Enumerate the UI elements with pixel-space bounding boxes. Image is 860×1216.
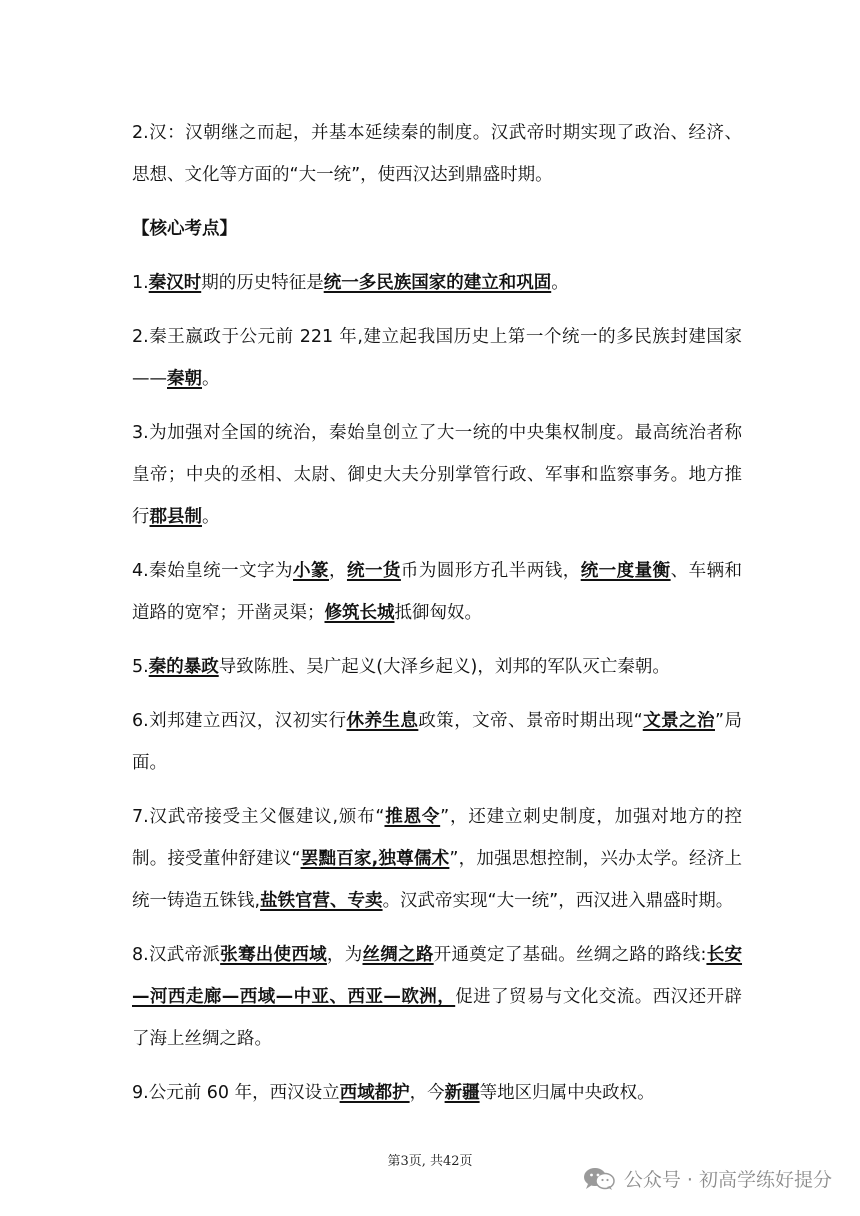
key-point-5: 5.秦的暴政导致陈胜、吴广起义(大泽乡起义)，刘邦的军队灭亡秦朝。 [132,657,670,677]
paragraph-han-dynasty: 2.汉：汉朝继之而起，并基本延续秦的制度。汉武帝时期实现了政治、经济、思想、文化等方面的“大一统”，使西汉达到鼎盛时期。 [132,123,742,185]
watermark [582,1165,832,1192]
key-point-7: 7.汉武帝接受主父偃建议,颁布“推恩令”，还建立刺史制度，加强对地方的控制。接受董仲舒建议“罢黜百家,独尊儒术”，加强思想控制，兴办太学。经济上统一铸造五铢钱,盐铁官营、专卖。汉武帝实现“大一统”，西汉进入鼎盛时期。 [132,807,742,911]
key-point-8: 8.汉武帝派张骞出使西域，为丝绸之路开通奠定了基础。丝绸之路的路线:长安—河西走廊—西域—中亚、西亚—欧洲，促进了贸易与文化交流。西汉还开辟了海上丝绸之路。 [132,945,743,1049]
key-point-4: 4.秦始皇统一文字为小篆，统一货币为圆形方孔半两钱，统一度量衡、车辆和道路的宽窄；开凿灵渠；修筑长城抵御匈奴。 [132,561,743,623]
section-heading: 【核心考点】 [132,219,237,239]
key-point-9: 9.公元前 60 年，西汉设立西域都护，今新疆等地区归属中央政权。 [132,1083,655,1103]
key-point-3: 3.为加强对全国的统治，秦始皇创立了大一统的中央集权制度。最高统治者称皇帝；中央的丞相、太尉、御史大夫分别掌管行政、军事和监察事务。地方推行郡县制。 [132,423,742,527]
wechat-icon [582,1166,616,1192]
key-point-1: 1.秦汉时期的历史特征是统一多民族国家的建立和巩固。 [132,273,569,293]
key-point-6: 6.刘邦建立西汉，汉初实行休养生息政策，文帝、景帝时期出现“文景之治”局面。 [132,711,742,773]
key-point-2: 2.秦王嬴政于公元前 221 年,建立起我国历史上第一个统一的多民族封建国家——秦朝。 [132,327,742,389]
document-body [132,112,742,1126]
watermark-text: 公众号 · 初高学练好提分 [623,1169,832,1191]
page-number: 第3页, 共42页 [387,1154,473,1169]
